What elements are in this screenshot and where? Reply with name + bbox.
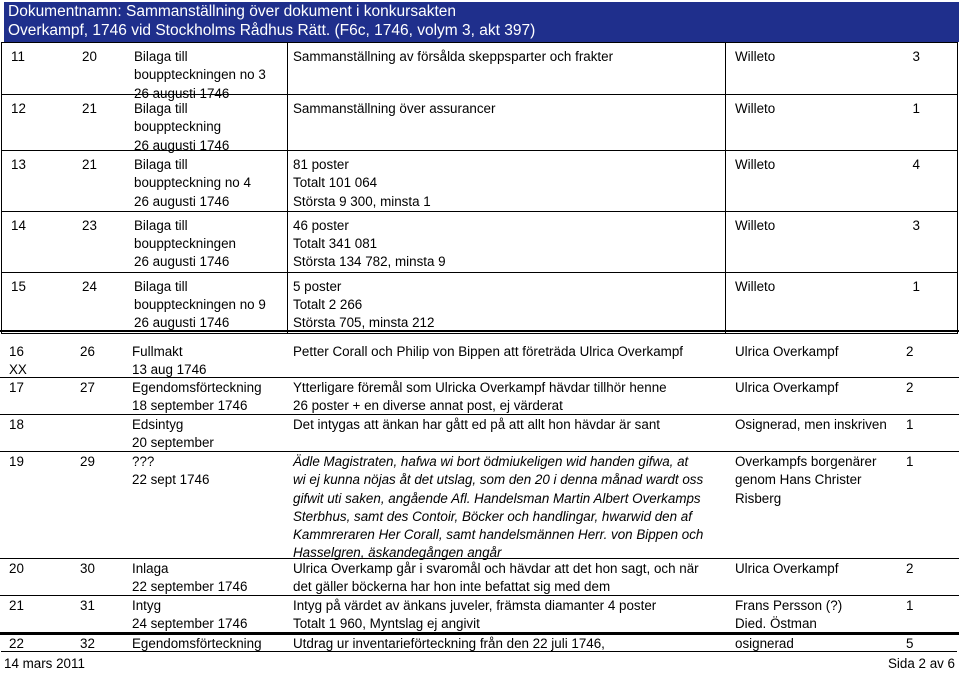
description-cell [288,151,726,212]
document-label [132,560,247,597]
page-count: 2 [906,561,914,576]
signer-cell [726,272,958,333]
row-number: 12 [11,101,26,116]
document-label [134,48,266,103]
label-line: 24 september 1746 [132,616,248,632]
description-line: Totalt 1 960, Myntslag ej angivit [293,616,480,632]
document-label [134,217,236,272]
page-count: 3 [912,217,920,233]
signer-line: Osignerad, men inskriven [735,417,887,432]
description-line: Ulrica Overkamp går i svaromål och hävdar att det hon sagt, och när [293,561,699,576]
document-label [134,100,229,155]
table-row [2,211,958,272]
description [293,560,699,597]
row-label-wrap [2,44,287,101]
row-separator [0,377,959,378]
document-number: 27 [80,380,95,395]
row-number: 14 [11,217,26,233]
row-label-cell [2,95,288,151]
page-count: 5 [906,636,914,651]
signer-wrap [726,44,957,94]
row-number-line: 19 [9,454,24,469]
description-line: 46 poster [293,217,349,233]
description-line: Ädle Magistraten, hafwa wi bort ödmiukeligen wid handen gifwa, at [293,454,689,469]
label-line: Inlaga [132,561,169,576]
row-label-wrap [2,96,287,153]
page-count: 1 [906,598,914,613]
label-line: bouppteckningen no 9 [134,297,266,313]
page-count: 1 [912,101,920,116]
description-line: wi ej kunna nöjas åt det utslag, som den 20 i denna månad wardt oss [293,472,704,488]
footer-page-number: Sida 2 av 6 [888,656,955,671]
label-line: 26 augusti 1746 [134,254,230,270]
signer-line: Risberg [735,490,782,506]
description-line: Sterbhus, samt des Contoir, Böcker och handlingar, hwarwid den af [293,508,692,524]
description-line: Kammreraren Her Corall, samt handelsmännen Herr. von Bippen och [293,527,704,543]
label-line: ??? [132,454,155,469]
description-line: Intyg på värdet av änkans juveler, främsta diamanter 4 poster [293,598,657,613]
signer-name: Willeto [735,278,776,294]
description [293,379,667,416]
document-number: 26 [80,344,95,359]
signer-line: Ulrica Overkampf [735,561,839,576]
document-number: 23 [82,217,97,233]
label-line: 26 augusti 1746 [134,315,230,331]
description [288,96,725,118]
description [288,44,725,66]
table-row [2,95,958,151]
row-label-cell [2,151,288,212]
document-label [132,343,206,380]
document-label [132,416,214,453]
signer-wrap [726,96,957,150]
label-line: 26 augusti 1746 [134,137,230,153]
label-line: bouppteckning no 4 [134,175,251,191]
signer-cell [726,43,958,95]
document-label [132,379,262,416]
document-label: Egendomsförteckning [132,636,262,651]
label-line: 26 augusti 1746 [134,85,230,101]
row-number-line: 17 [9,380,24,395]
row-separator [0,558,959,559]
row-label-cell [2,211,288,272]
signer-name: osignerad [735,636,794,651]
label-line: Intyg [132,598,162,613]
description-cell [288,211,726,272]
signer-name [735,560,838,578]
label-line: Fullmakt [132,344,183,359]
header-title: Dokumentnamn: Sammanställning över dokument i konkursakten [8,3,457,20]
description-line: 81 poster [293,157,349,172]
description-line: Totalt 101 064 [293,175,378,191]
label-line: bouppteckning [134,119,222,135]
row-separator [0,414,959,415]
signer-wrap [726,152,957,205]
signer-wrap [726,274,957,328]
footer-date: 14 mars 2011 [4,656,85,671]
description: Utdrag ur inventarieförteckning från den 22 juli 1746, [293,636,605,651]
label-line: Bilaga till [134,49,188,64]
description [288,213,725,272]
description-line: 26 poster + en diverse annat post, ej värderat [293,398,563,414]
signer-cell [726,211,958,272]
description [293,453,703,563]
row-separator [0,632,959,633]
document-header [4,2,959,42]
row-number-line: 21 [9,598,24,613]
row-number [9,560,24,578]
row-number [9,343,27,380]
description-line: Sammanställning av försålda skeppsparter och frakter [293,49,614,64]
documents-block [0,330,959,635]
signer-wrap [726,213,957,267]
signer-cell [726,95,958,151]
description-line: Största 705, minsta 212 [293,315,435,331]
description-line: Totalt 341 081 [293,236,378,252]
document-number: 30 [80,561,95,576]
label-line: 18 september 1746 [132,398,248,414]
row-label-wrap [2,274,287,331]
table-row [2,43,958,95]
row-label-wrap [2,213,287,270]
page-count: 4 [912,157,920,172]
label-line: 26 augusti 1746 [134,193,230,209]
label-line: Egendomsförteckning [132,380,262,395]
description-cell [288,272,726,333]
document-label [132,597,247,634]
signer-line: Frans Persson (?) [735,598,843,613]
page-count: 3 [912,49,920,64]
row-label-cell [2,272,288,333]
signer-line: Ulrica Overkampf [735,344,839,359]
row-label-wrap [2,152,287,209]
signer-name: Willeto [735,101,776,116]
description-line: gifwit uti saken, angående Afl. Handelsman Martin Albert Overkamps [293,490,701,506]
label-line: 22 september 1746 [132,579,248,595]
description-cell [288,95,726,151]
label-line: bouppteckningen no 3 [134,67,266,83]
document-number: 21 [82,157,97,172]
row-number-line: 16 [9,344,24,359]
label-line: 22 sept 1746 [132,472,210,488]
signer-line: Died. Östman [735,616,817,632]
signer-name: Willeto [735,49,776,64]
row-number: 11 [11,49,25,64]
label-line: 13 aug 1746 [132,362,207,378]
document-number: 31 [80,598,95,613]
description [293,343,683,361]
row-number: 15 [11,278,26,294]
signer-line: Ulrica Overkampf [735,380,839,395]
description-line: 5 poster [293,278,342,294]
description [288,274,725,333]
row-label-cell [2,43,288,101]
row-separator [0,595,959,596]
signer-name: Willeto [735,217,776,233]
page-count: 2 [906,380,914,395]
table-row [2,272,958,333]
label-line: Bilaga till [134,278,188,294]
description [293,597,656,634]
document-number: 20 [82,49,97,64]
page-count: 1 [906,454,914,469]
row-number-line: 20 [9,561,24,576]
description-line: Det intygas att änkan har gått ed på att allt hon hävdar är sant [293,417,660,432]
description-line: Största 134 782, minsta 9 [293,254,446,270]
description-line: Petter Corall och Philip von Bippen att företräda Ulrica Overkampf [293,344,683,359]
label-line: Edsintyg [132,417,184,432]
row-number [9,597,24,615]
page-count: 2 [906,344,914,359]
label-line: Bilaga till [134,157,188,172]
table-row [2,151,958,212]
signer-name [735,379,838,397]
signer-name [735,597,842,634]
label-line: Bilaga till [134,101,188,116]
label-line: Bilaga till [134,217,188,233]
description-cell [288,43,726,95]
label-line: 20 september [132,435,214,451]
signer-name: Willeto [735,157,776,172]
page-count: 1 [906,417,914,432]
label-line: bouppteckningen [134,236,237,252]
description-line: det gäller böckerna har hon inte befattat sig med dem [293,579,611,595]
document-number: 21 [82,101,97,116]
document-number: 29 [80,454,95,469]
description-line: Största 9 300, minsta 1 [293,193,431,209]
header-subtitle: Overkampf, 1746 vid Stockholms Rådhus Rätt. (F6c, 1746, volym 3, akt 397) [8,22,536,39]
description-line: Hasselgren, äskandegången angår [293,545,502,561]
signer-name [735,416,887,434]
row-number [9,453,24,471]
row-number-line: 18 [9,417,24,432]
document-number: 24 [82,278,97,294]
row-number-line: XX [9,362,27,378]
signer-cell [726,151,958,212]
description-line: Totalt 2 266 [293,297,363,313]
attachments-table [1,42,958,334]
signer-name [735,453,876,508]
signer-line: Overkampfs borgenärer [735,454,877,469]
description [288,152,725,211]
document-number: 32 [80,636,95,651]
document-label [134,156,251,211]
row-separator [0,451,959,452]
signer-name [735,343,838,361]
row-number: 22 [9,636,24,651]
page-count: 1 [912,278,920,294]
description-line: Ytterligare föremål som Ulricka Overkampf hävdar tillhör henne [293,380,667,395]
row-number [9,379,24,397]
signer-line: genom Hans Christer [735,472,862,488]
description [293,416,660,434]
row-number [9,416,24,434]
row-number: 13 [11,157,26,172]
document-label [134,278,266,333]
document-label [132,453,209,490]
description-line: Sammanställning över assurancer [293,101,496,116]
